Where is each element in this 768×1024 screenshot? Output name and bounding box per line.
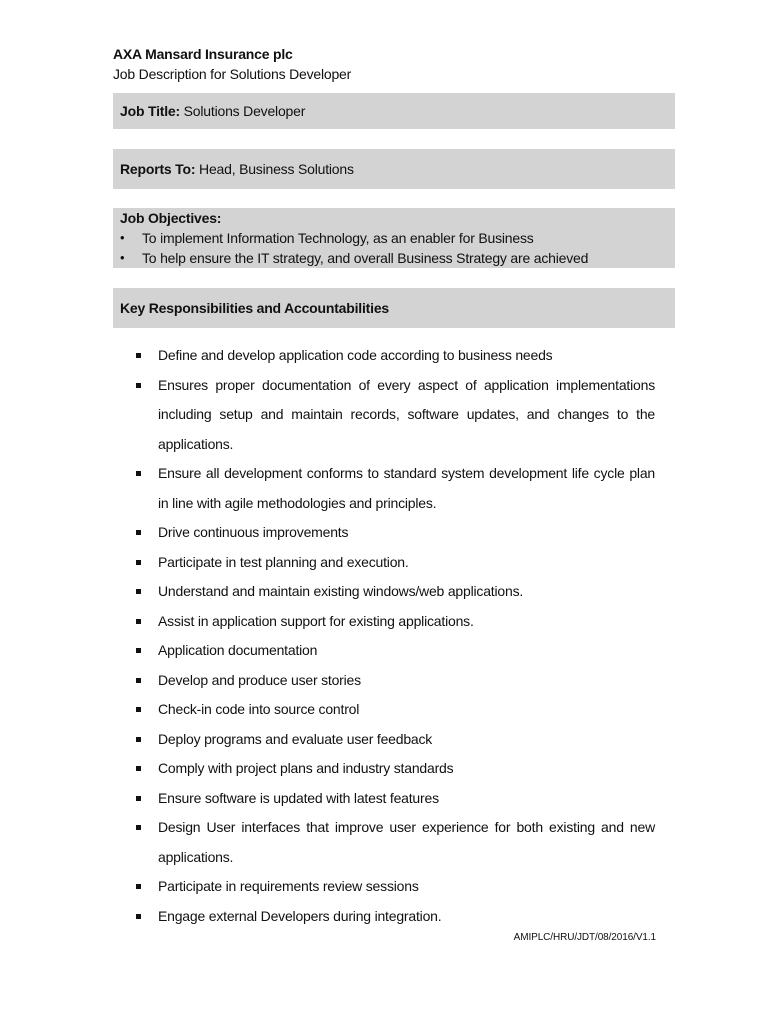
list-item-text: Application documentation xyxy=(158,642,318,658)
bullet-icon: • xyxy=(120,230,125,245)
square-bullet-icon xyxy=(136,589,141,594)
list-item-text: Ensure all development conforms to standard system development life cycle plan in line with agile methodologies and principles. xyxy=(158,465,655,511)
list-item-text: Define and develop application code according to business needs xyxy=(158,347,553,363)
square-bullet-icon xyxy=(136,884,141,889)
list-item xyxy=(113,695,675,725)
list-item-text: Understand and maintain existing windows/web applications. xyxy=(158,583,524,599)
objective-text: To help ensure the IT strategy, and overall Business Strategy are achieved xyxy=(142,250,589,266)
list-item xyxy=(113,636,675,666)
job-objectives-box xyxy=(113,208,675,268)
list-item xyxy=(113,754,675,784)
square-bullet-icon xyxy=(136,678,141,683)
list-item-text: Drive continuous improvements xyxy=(158,524,349,540)
list-item xyxy=(113,784,675,814)
document-subtitle: Job Description for Solutions Developer xyxy=(113,66,352,82)
objective-item xyxy=(120,228,675,248)
reports-to-box xyxy=(113,149,675,189)
list-item-text: Engage external Developers during integration. xyxy=(158,907,442,924)
bullet-icon: • xyxy=(120,250,125,265)
list-item xyxy=(113,725,675,755)
list-item-text: Participate in requirements review sessions xyxy=(158,878,419,894)
reports-to-value: Head, Business Solutions xyxy=(199,161,354,177)
list-item xyxy=(113,666,675,696)
list-item-text: Comply with project plans and industry standards xyxy=(158,760,454,776)
list-item xyxy=(113,459,675,518)
objective-item xyxy=(120,248,675,268)
list-item-text: Ensure software is updated with latest features xyxy=(158,789,439,806)
square-bullet-icon xyxy=(136,471,141,476)
list-item xyxy=(113,548,675,578)
job-objectives-label: Job Objectives: xyxy=(120,210,222,226)
job-title-box xyxy=(113,93,675,129)
list-item-text: Participate in test planning and execution. xyxy=(158,553,409,570)
responsibilities-list xyxy=(113,341,675,931)
square-bullet-icon xyxy=(136,353,141,358)
square-bullet-icon xyxy=(136,648,141,653)
list-item xyxy=(113,518,675,548)
objective-text: To implement Information Technology, as an enabler for Business xyxy=(142,230,534,246)
square-bullet-icon xyxy=(136,796,141,801)
list-item-text: Design User interfaces that improve user experience for both existing and new applications. xyxy=(158,819,655,865)
square-bullet-icon xyxy=(136,825,141,830)
company-name: AXA Mansard Insurance plc xyxy=(113,46,293,62)
list-item-text: Assist in application support for existing applications. xyxy=(158,612,474,629)
job-title-value: Solutions Developer xyxy=(183,103,306,119)
list-item xyxy=(113,902,675,932)
square-bullet-icon xyxy=(136,707,141,712)
square-bullet-icon xyxy=(136,914,141,919)
square-bullet-icon xyxy=(136,766,141,771)
list-item xyxy=(113,371,675,460)
list-item xyxy=(113,607,675,637)
list-item-text: Deploy programs and evaluate user feedback xyxy=(158,730,433,747)
list-item-text: Develop and produce user stories xyxy=(158,671,361,688)
square-bullet-icon xyxy=(136,560,141,565)
list-item xyxy=(113,813,675,872)
list-item xyxy=(113,872,675,902)
square-bullet-icon xyxy=(136,530,141,535)
list-item xyxy=(113,577,675,607)
list-item-text: Check-in code into source control xyxy=(158,701,360,717)
reports-to-label: Reports To: xyxy=(120,161,196,177)
key-responsibilities-heading: Key Responsibilities and Accountabilities xyxy=(113,288,675,328)
document-reference: AMIPLC/HRU/JDT/08/2016/V1.1 xyxy=(513,932,656,943)
job-title-label: Job Title: xyxy=(120,103,180,119)
square-bullet-icon xyxy=(136,737,141,742)
list-item-text: Ensures proper documentation of every aspect of application implementations including setup and maintain records, software updates, and changes to the applications. xyxy=(158,376,655,452)
list-item xyxy=(113,341,675,371)
square-bullet-icon xyxy=(136,383,141,388)
square-bullet-icon xyxy=(136,619,141,624)
